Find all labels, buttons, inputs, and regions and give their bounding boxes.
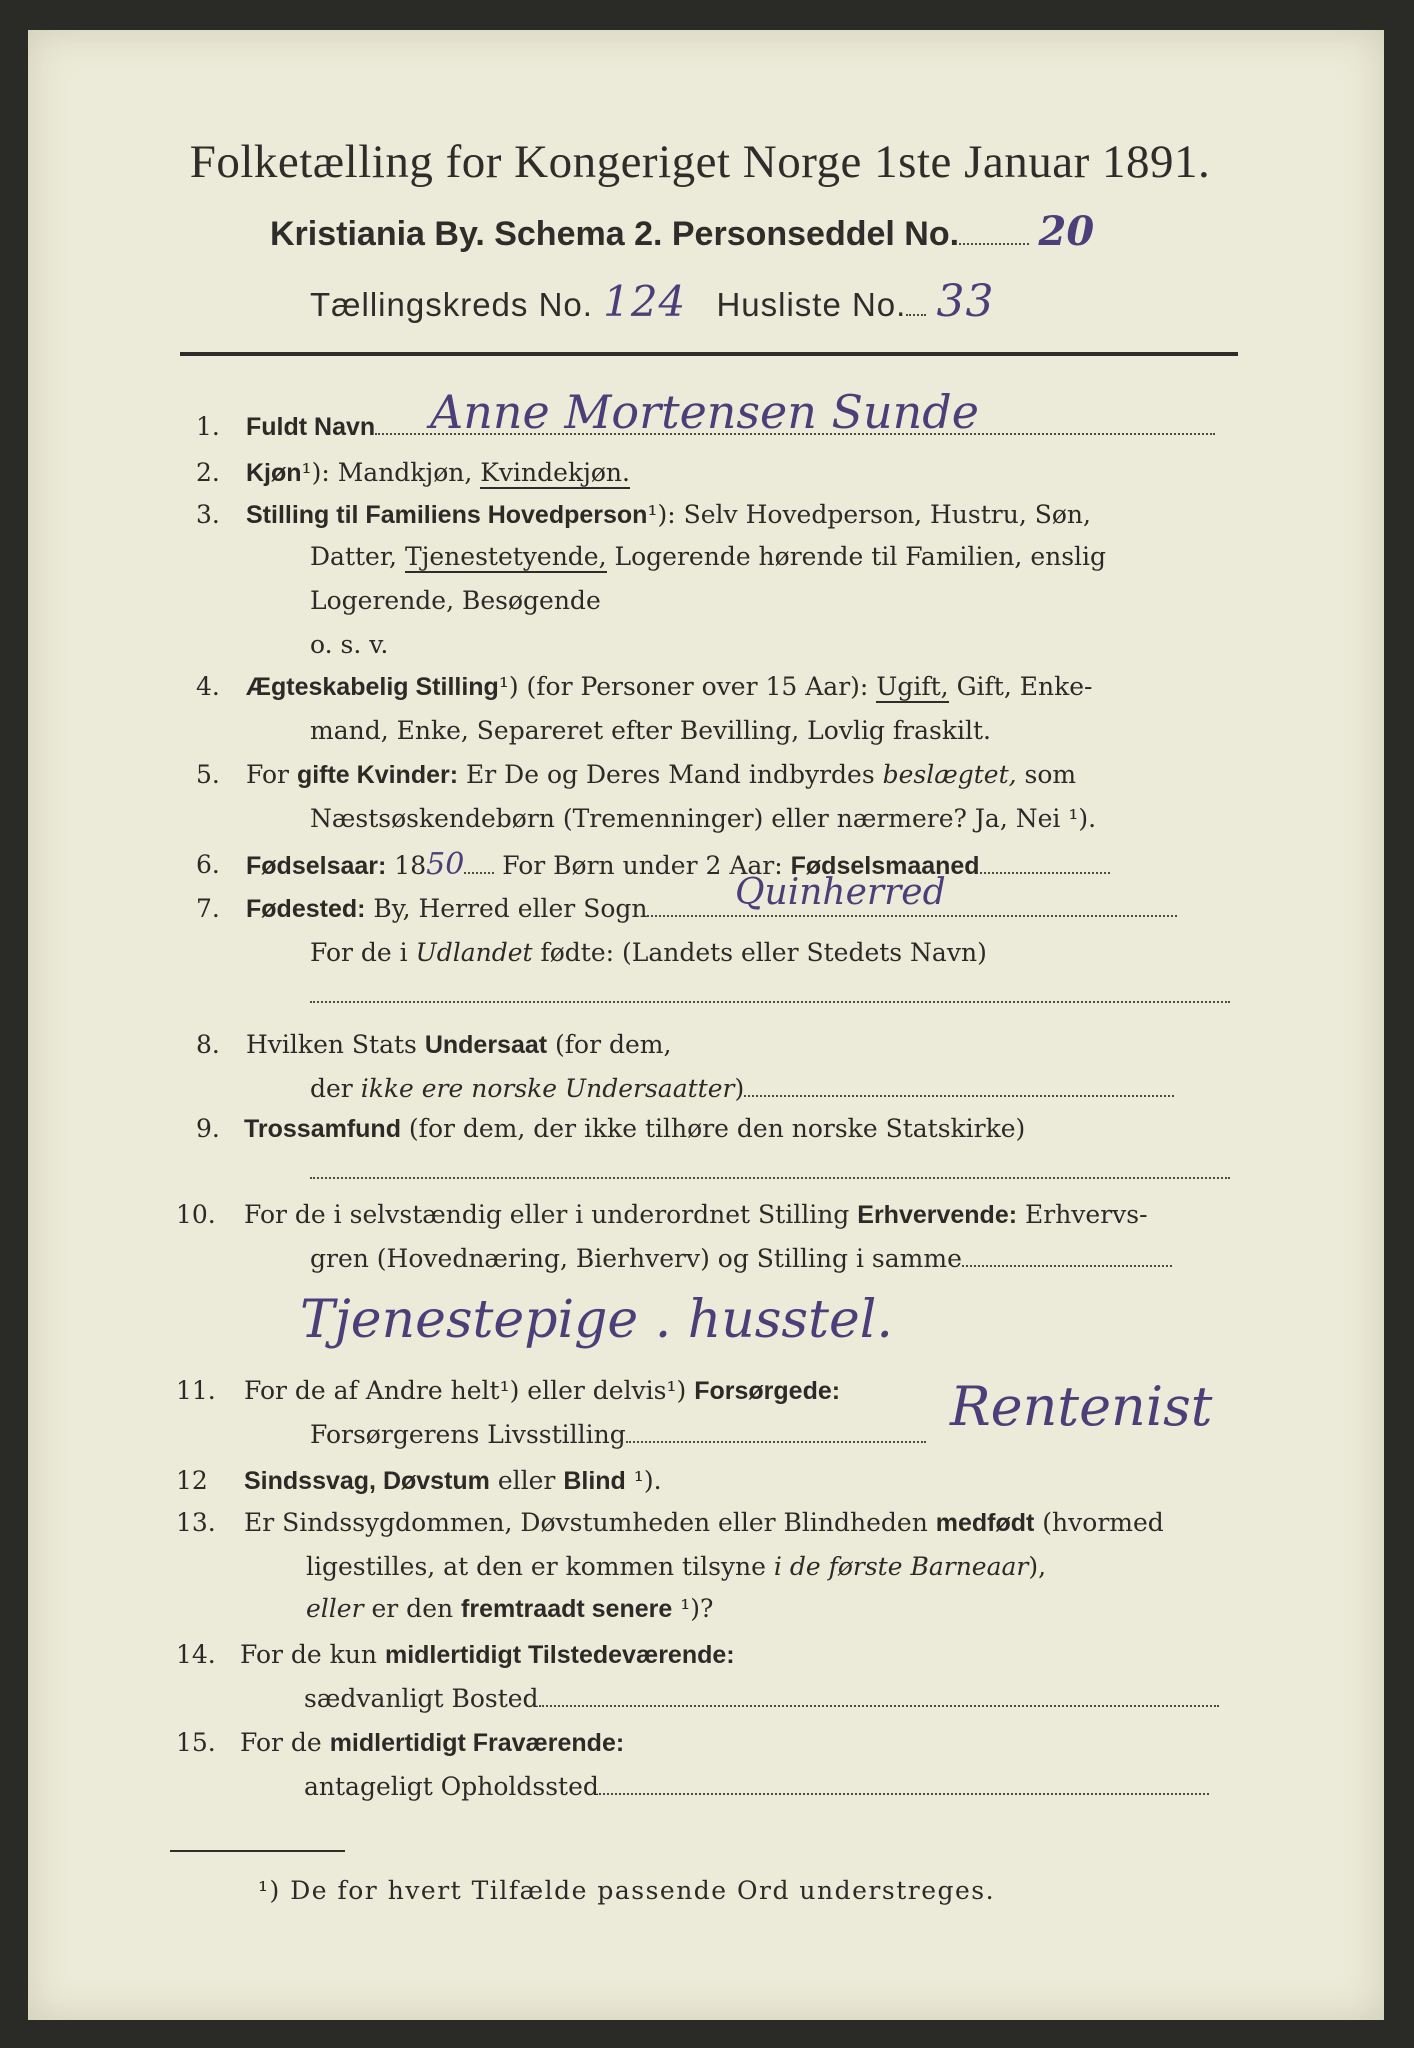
schema-line: Kristiania By. Schema 2. Personseddel No. [270,215,960,253]
item-4-b: mand, Enke, Separeret efter Bevilling, Lovlig fraskilt. [310,716,991,745]
full-name-value: Anne Mortensen Sunde [430,385,979,439]
item-number: 4. [196,672,220,701]
item-5-b: Næstsøskendebørn (Tremenninger) eller nærmere? Ja, Nei ¹). [310,804,1097,833]
item-2-sex [246,458,630,488]
label: Ægteskabelig Stilling [246,673,499,701]
item-number: 10. [176,1200,216,1229]
item-number: 1. [196,412,220,441]
item-number: 9. [196,1114,220,1143]
footnote-rule [170,1850,345,1852]
husliste-number: 33 [936,276,995,327]
item-14-b [304,1684,1219,1714]
item-13-b [306,1552,1046,1582]
text: i de første Barneaar [773,1552,1029,1581]
text: Logerende hørende til Familien, enslig [614,542,1107,571]
item-10-b [310,1244,1172,1274]
text: gren (Hovednæring, Bierhverv) og Stilling i samme [310,1244,962,1273]
birthplace-value: Quinherred [735,872,946,913]
item-11-b [310,1420,926,1450]
text: er den [363,1594,462,1623]
taellingskreds-label: Tællingskreds No. [310,286,593,323]
census-form-sheet [28,30,1384,2020]
form-title: Folketælling for Kongeriget Norge 1ste Januar 1891. [189,136,1211,188]
item-13-a [244,1508,1164,1538]
label: midlertidigt Tilstedeværende: [384,1641,735,1669]
item-3-c: Logerende, Besøgende [310,586,601,615]
text: For de i [310,938,416,967]
text: For de af Andre helt¹) eller delvis¹) [244,1376,695,1405]
item-number: 11. [176,1376,216,1405]
item-number: 5. [196,760,220,789]
item-8-b [310,1074,1174,1104]
item-number: 3. [196,500,220,529]
item-9-blank [310,1156,1230,1186]
text: By, Herred eller Sogn [365,894,648,923]
text: ¹)? [672,1594,714,1623]
text: ikke ere norske Undersaatter [360,1074,735,1103]
item-number: 15. [176,1728,216,1757]
item-number: 13. [176,1508,216,1537]
text: Datter, [310,542,397,571]
label: medfødt [935,1509,1035,1537]
item-12 [244,1466,662,1496]
label: Trossamfund [244,1115,401,1143]
item-15-b [304,1772,1209,1802]
item-9-a [244,1114,1025,1144]
text: ¹) (for Personer over 15 Aar): [498,672,877,701]
item-7-blank [310,980,1230,1010]
text: Forsørgerens Livsstilling [310,1420,626,1449]
personseddel-number: 20 [1038,208,1095,255]
text: Er De og Deres Mand indbyrdes [458,760,883,789]
item-3-b [310,542,1106,572]
text: som [1016,760,1077,789]
text: Erhvervs- [1017,1200,1148,1229]
text: For de kun [240,1640,385,1669]
text: sædvanligt Bosted [304,1684,539,1713]
item-13-c [306,1594,713,1624]
item-number: 8. [196,1030,220,1059]
text: For [246,760,297,789]
item-6-birth-year [246,847,1110,882]
item-5-a [246,760,1076,790]
text: Gift, Enke- [948,672,1093,701]
text: ), [1028,1552,1047,1581]
selected-option: Tjenestetyende, [404,542,607,571]
text: (hvormed [1034,1508,1164,1537]
text: der [310,1074,361,1103]
district-line [310,276,995,327]
item-number: 6. [196,850,220,879]
item-3-a [246,500,1091,530]
item-number: 2. [196,458,220,487]
occupation-value: Tjenestepige . husstel. [300,1290,893,1350]
label: midlertidigt Fraværende: [329,1729,625,1757]
label: Stilling til Familiens Hovedperson [246,501,648,529]
text: beslægtet, [882,760,1017,789]
text: antageligt Opholdssted [304,1772,599,1801]
label: Forsørgede: [694,1377,841,1405]
selected-option: Kvindekjøn. [480,458,630,487]
item-7-b [310,938,987,968]
text: (for dem, der ikke tilhøre den norske Statskirke) [400,1114,1026,1143]
birth-year-value: 50 [426,847,465,882]
text: Er Sindssygdommen, Døvstumheden eller Blindheden [244,1508,936,1537]
text: 18 [386,851,427,880]
label: Fødselsmaaned [790,852,980,880]
item-3-d: o. s. v. [310,630,389,659]
taellingskreds-number: 124 [603,277,687,326]
text: Hvilken Stats [246,1030,425,1059]
label: Erhvervende: [857,1201,1018,1229]
label: fremtraadt senere [461,1595,673,1623]
label: Kjøn [246,459,302,487]
item-4-a [246,672,1092,702]
husliste-label: Husliste No. [716,286,907,323]
item-number: 7. [196,894,220,923]
item-11-a [244,1376,840,1406]
text: ¹): Selv Hovedperson, Hustru, Søn, [647,500,1091,529]
text: For de [240,1728,330,1757]
text: Udlandet [415,938,533,967]
label: Blind [563,1467,626,1495]
text: ¹): Mandkjøn, [301,458,481,487]
text: fødte: (Landets eller Stedets Navn) [532,938,987,967]
form-subtitle [270,208,1094,255]
item-number: 12 [176,1466,208,1495]
selected-option: Ugift, [876,672,949,701]
item-14-a [240,1640,735,1670]
label: gifte Kvinder: [296,761,459,789]
item-8-a [246,1030,671,1060]
text: ) [734,1074,745,1103]
label: Fødested: [246,895,366,923]
text: For Børn under 2 Aar: [494,851,791,880]
header-rule [180,352,1238,356]
provider-occupation-value: Rentenist [950,1375,1213,1438]
label: Fødselsaar: [246,852,387,880]
item-number: 14. [176,1640,216,1669]
label: Undersaat [424,1031,548,1059]
item-15-a [240,1728,624,1758]
label: Sindssvag, Døvstum [244,1467,490,1495]
label: Fuldt Navn [246,413,376,441]
item-10-a [244,1200,1148,1230]
item-7-a [246,894,1177,924]
text: (for dem, [547,1030,672,1059]
text: For de i selvstændig eller i underordnet Stilling [244,1200,858,1229]
text: eller [306,1594,364,1623]
text: ligestilles, at den er kommen tilsyne [306,1552,774,1581]
text: eller [489,1466,564,1495]
footnote: ¹) De for hvert Tilfælde passende Ord understreges. [258,1876,996,1905]
text: ¹). [625,1466,662,1495]
